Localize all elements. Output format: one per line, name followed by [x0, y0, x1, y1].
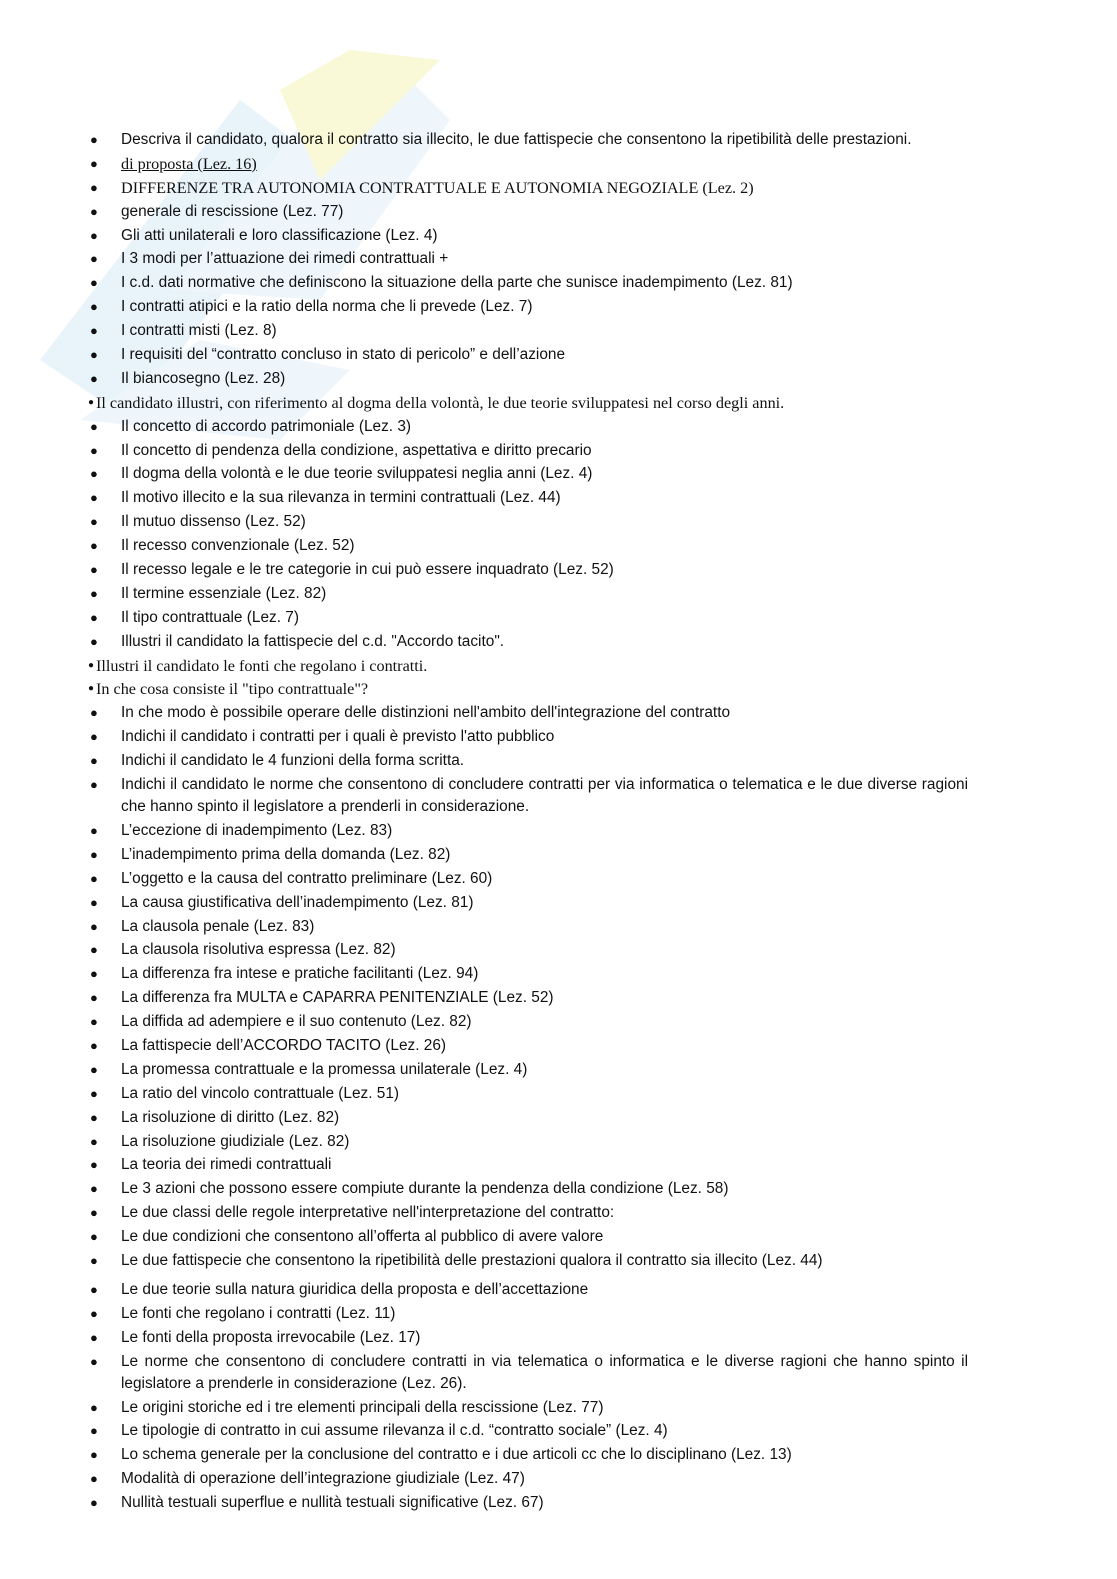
list-item: ● Il mutuo dissenso (Lez. 52): [88, 511, 968, 533]
list-item: ● I contratti misti (Lez. 8): [88, 320, 968, 342]
bullet-icon: ●: [90, 1229, 98, 1245]
list-item: ● Il recesso convenzionale (Lez. 52): [88, 535, 968, 557]
bullet-icon: ●: [90, 227, 98, 243]
bullet-icon: ●: [90, 179, 98, 195]
bullet-icon: ●: [90, 1495, 98, 1511]
bullet-icon: ●: [90, 490, 98, 506]
bullet-icon: ●: [90, 466, 98, 482]
list-item: ● La ratio del vincolo contrattuale (Lez. 51): [88, 1083, 968, 1105]
bullet-icon: ●: [90, 1061, 98, 1077]
bullet-icon: ●: [90, 442, 98, 458]
bullet-icon: ●: [90, 418, 98, 434]
list-item: ● La clausola penale (Lez. 83): [88, 916, 968, 938]
list-item: ● Il biancosegno (Lez. 28): [88, 368, 968, 390]
question-list: [88, 129, 968, 1516]
list-item: ● Illustri il candidato le fonti che regolano i contratti.: [88, 656, 428, 675]
list-item: ● La fattispecie dell’ACCORDO TACITO (Lez. 26): [88, 1035, 968, 1057]
bullet-icon: ●: [90, 1471, 98, 1487]
list-item: ● L’oggetto e la causa del contratto preliminare (Lez. 60): [88, 868, 968, 890]
list-item: ● di proposta (Lez. 16): [90, 154, 257, 173]
list-item: ● Il concetto di pendenza della condizione, aspettativa e diritto precario: [88, 440, 968, 462]
bullet-icon: ●: [90, 918, 98, 934]
bullet-icon: ●: [90, 705, 98, 721]
bullet-icon: ●: [90, 1305, 98, 1321]
bullet-icon: ●: [90, 323, 98, 339]
list-item: ● DIFFERENZE TRA AUTONOMIA CONTRATTUALE E AUTONOMIA NEGOZIALE (Lez. 2): [90, 178, 754, 197]
bullet-icon: ●: [88, 659, 95, 671]
bullet-icon: ●: [90, 1109, 98, 1125]
bullet-icon: ●: [90, 729, 98, 745]
bullet-icon: ●: [90, 753, 98, 769]
bullet-icon: ●: [90, 155, 98, 171]
list-item: ● Le due condizioni che consentono all’offerta al pubblico di avere valore: [88, 1226, 968, 1248]
list-item: ● Le due classi delle regole interpretative nell'interpretazione del contratto:: [88, 1202, 968, 1224]
bullet-icon: ●: [88, 396, 95, 408]
bullet-icon: ●: [90, 347, 98, 363]
list-item: ● La differenza fra intese e pratiche facilitanti (Lez. 94): [88, 963, 968, 985]
list-item: ● Indichi il candidato i contratti per i quali è previsto l'atto pubblico: [88, 726, 968, 748]
bullet-icon: ●: [90, 203, 98, 219]
list-item: ● Indichi il candidato le norme che consentono di concludere contratti per via informatica o telematica e le due diverse ragioni che hanno spinto il legislatore a prenderli in considerazione.: [90, 776, 968, 816]
bullet-icon: ●: [90, 251, 98, 267]
bullet-icon: ●: [90, 1037, 98, 1053]
list-item: ● Le fonti della proposta irrevocabile (Lez. 17): [88, 1327, 968, 1349]
bullet-icon: ●: [90, 1252, 98, 1268]
bullet-icon: ●: [90, 990, 98, 1006]
list-item: ● I requisiti del “contratto concluso in stato di pericolo” e dell’azione: [88, 344, 968, 366]
list-item: ● Il dogma della volontà e le due teorie sviluppatesi neglia anni (Lez. 4): [88, 463, 968, 485]
bullet-icon: ●: [90, 132, 98, 147]
bullet-icon: ●: [90, 894, 98, 910]
list-item: ● La risoluzione giudiziale (Lez. 82): [88, 1131, 968, 1153]
list-item: ● In che modo è possibile operare delle distinzioni nell'ambito dell'integrazione del contratto: [88, 702, 968, 724]
list-item: ● La risoluzione di diritto (Lez. 82): [88, 1107, 968, 1129]
list-item: ● Il motivo illecito e la sua rilevanza in termini contrattuali (Lez. 44): [88, 487, 968, 509]
bullet-icon: ●: [90, 370, 98, 386]
bullet-icon: ●: [90, 562, 98, 578]
list-item: ● La causa giustificativa dell’inadempimento (Lez. 81): [88, 892, 968, 914]
list-item: ● Le due fattispecie che consentono la ripetibilità delle prestazioni qualora il contratto sia illecito (Lez. 44): [88, 1250, 968, 1272]
list-item: ● In che cosa consiste il "tipo contrattuale"?: [88, 680, 369, 699]
list-item: ● Le 3 azioni che possono essere compiute durante la pendenza della condizione (Lez. 58): [88, 1178, 968, 1200]
bullet-icon: ●: [90, 633, 98, 649]
list-item: ● L’eccezione di inadempimento (Lez. 83): [88, 820, 968, 842]
list-item: ● La diffida ad adempiere e il suo contenuto (Lez. 82): [88, 1011, 968, 1033]
bullet-icon: ●: [90, 275, 98, 291]
list-item: ● Le due teorie sulla natura giuridica della proposta e dell’accettazione: [88, 1279, 968, 1301]
bullet-icon: ●: [90, 822, 98, 838]
bullet-icon: ●: [90, 1423, 98, 1439]
list-item: ● Il tipo contrattuale (Lez. 7): [88, 607, 968, 629]
bullet-icon: ●: [90, 1281, 98, 1297]
list-item: ● I 3 modi per l’attuazione dei rimedi contrattuali +: [88, 248, 968, 270]
bullet-icon: ●: [90, 846, 98, 862]
bullet-icon: ●: [90, 1353, 98, 1369]
bullet-icon: ●: [90, 538, 98, 554]
bullet-icon: ●: [90, 1329, 98, 1345]
list-item: ● Descriva il candidato, qualora il contratto sia illecito, le due fattispecie che consentono la ripetibilità delle prestazioni.: [88, 129, 968, 151]
bullet-icon: ●: [90, 1205, 98, 1221]
list-item: ● L’inadempimento prima della domanda (Lez. 82): [88, 844, 968, 866]
bullet-icon: ●: [90, 1085, 98, 1101]
list-item: ● I contratti atipici e la ratio della norma che li prevede (Lez. 7): [88, 296, 968, 318]
list-item: ● Modalità di operazione dell’integrazione giudiziale (Lez. 47): [88, 1468, 968, 1490]
bullet-icon: ●: [90, 609, 98, 625]
bullet-icon: ●: [90, 1014, 98, 1030]
list-item: ● Le norme che consentono di concludere contratti in via telematica o informatica e le diverse ragioni che hanno spinto il legislatore a prenderle in considerazione (Lez. 26).: [90, 1352, 968, 1392]
bullet-icon: ●: [90, 870, 98, 886]
list-item: ● I c.d. dati normative che definiscono la situazione della parte che sunisce inadempimento (Lez. 81): [88, 272, 968, 294]
list-item: ● La differenza fra MULTA e CAPARRA PENITENZIALE (Lez. 52): [88, 987, 968, 1009]
list-item: ● Le tipologie di contratto in cui assume rilevanza il c.d. “contratto sociale” (Lez. 4): [88, 1420, 968, 1442]
bullet-icon: ●: [90, 514, 98, 530]
list-item: ● Gli atti unilaterali e loro classificazione (Lez. 4): [88, 225, 968, 247]
list-item: ● Le origini storiche ed i tre elementi principali della rescissione (Lez. 77): [88, 1397, 968, 1419]
bullet-icon: ●: [88, 683, 95, 695]
list-item: ● Lo schema generale per la conclusione del contratto e i due articoli cc che lo disciplinano (Lez. 13): [88, 1444, 968, 1466]
list-item: ● Nullità testuali superflue e nullità testuali significative (Lez. 67): [88, 1492, 968, 1514]
list-item: ● La clausola risolutiva espressa (Lez. 82): [88, 939, 968, 961]
bullet-icon: ●: [90, 299, 98, 315]
list-item: ● Il recesso legale e le tre categorie in cui può essere inquadrato (Lez. 52): [88, 559, 968, 581]
bullet-icon: ●: [90, 1133, 98, 1149]
list-item: ● Illustri il candidato la fattispecie del c.d. "Accordo tacito".: [88, 631, 968, 653]
bullet-icon: ●: [90, 1447, 98, 1463]
bullet-icon: ●: [90, 585, 98, 601]
list-item: ● Il concetto di accordo patrimoniale (Lez. 3): [88, 416, 968, 438]
list-item: ● generale di rescissione (Lez. 77): [88, 201, 968, 223]
bullet-icon: ●: [90, 966, 98, 982]
bullet-icon: ●: [90, 777, 98, 793]
list-item: ● Le fonti che regolano i contratti (Lez. 11): [88, 1303, 968, 1325]
list-item: ● La promessa contrattuale e la promessa unilaterale (Lez. 4): [88, 1059, 968, 1081]
bullet-icon: ●: [90, 942, 98, 958]
list-item: ● Il candidato illustri, con riferimento al dogma della volontà, le due teorie sviluppatesi nel corso degli anni.: [88, 393, 785, 412]
list-item: ● La teoria dei rimedi contrattuali: [88, 1154, 968, 1176]
bullet-icon: ●: [90, 1399, 98, 1415]
list-item: ● Il termine essenziale (Lez. 82): [88, 583, 968, 605]
bullet-icon: ●: [90, 1181, 98, 1197]
bullet-icon: ●: [90, 1157, 98, 1173]
list-item: ● Indichi il candidato le 4 funzioni della forma scritta.: [88, 750, 968, 772]
